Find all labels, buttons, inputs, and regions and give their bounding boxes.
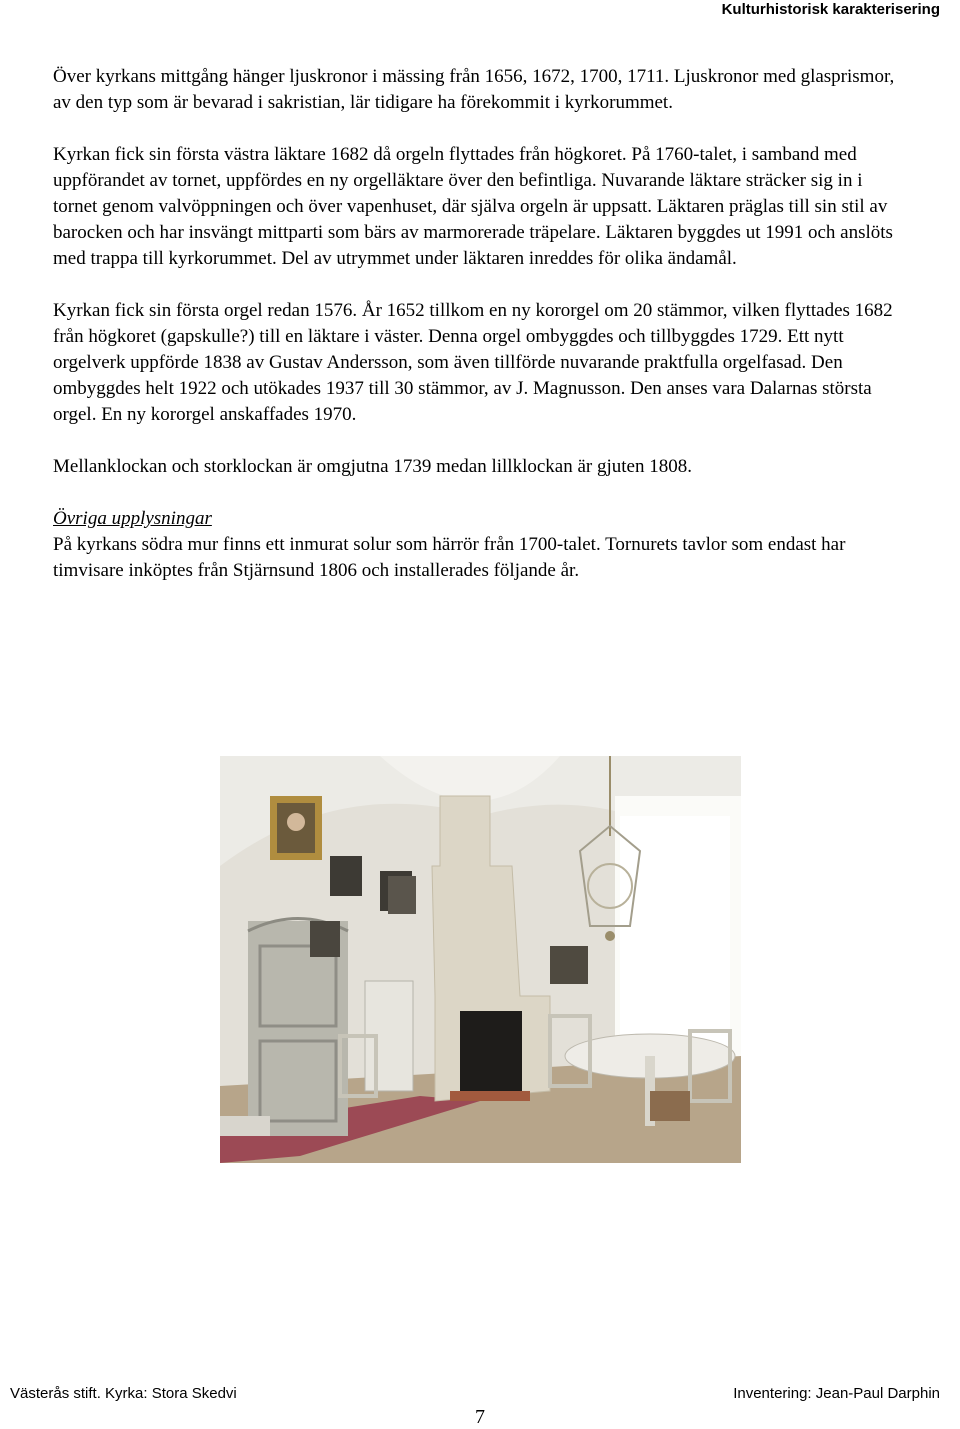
paragraph-sundial: På kyrkans södra mur finns ett inmurat solur som härrör från 1700-talet. Tornurets tavlor som endast har timvisare inköptes från Stjärnsund 1806 och installerades följande år.	[53, 534, 846, 581]
subheading-ovriga: Övriga upplysningar	[53, 508, 212, 529]
running-header: Kulturhistorisk karakterisering	[721, 1, 940, 18]
section-other-info	[53, 506, 903, 584]
paragraph-gallery: Kyrkan fick sin första västra läktare 1682 då orgeln flyttades från högkoret. På 1760-talet, i samband med uppförandet av tornet, uppfördes en ny orgelläktare över den befintliga. Nuvarande läktare sträcker sig in i tornet genom valvöppningen och över vapenhuset, där själva orgeln är uppsatt. Läktaren präglas till sin stil av barocken och har insvängt mittparti som bärs av marmorerade träpelare. Läktaren byggdes ut 1991 och anslöts med trappa till kyrkorummet. Del av utrymmet under läktaren inreddes för olika ändamål.	[53, 144, 893, 269]
page-number: 7	[475, 1406, 485, 1428]
footer-left: Västerås stift. Kyrka: Stora Skedvi	[10, 1385, 237, 1402]
paragraph-chandeliers: Över kyrkans mittgång hänger ljuskronor i mässing från 1656, 1672, 1700, 1711. Ljuskronor med glasprismor, av den typ som är bevarad i sakristian, lär tidigare ha förekommit i kyrkorummet.	[53, 66, 895, 113]
paragraph-organ: Kyrkan fick sin första orgel redan 1576. År 1652 tillkom en ny kororgel om 20 stämmor, vilken flyttades 1682 från högkoret (gapskulle?) till en läktare i väster. Denna orgel ombyggdes och tillbyggdes 1729. Ett nytt orgelverk uppförde 1838 av Gustav Andersson, som även tillförde nuvarande praktfulla orgelfasad. Den ombyggdes helt 1922 och utökades 1937 till 30 stämmor, av J. Magnusson. Den anses vara Dalarnas största orgel. En ny kororgel anskaffades 1970.	[53, 300, 893, 425]
paragraph-bells: Mellanklockan och storklockan är omgjutna 1739 medan lillklockan är gjuten 1808.	[53, 456, 692, 477]
footer-right: Inventering: Jean-Paul Darphin	[733, 1385, 940, 1402]
document-body	[53, 64, 903, 584]
church-room-photo	[220, 756, 741, 1163]
